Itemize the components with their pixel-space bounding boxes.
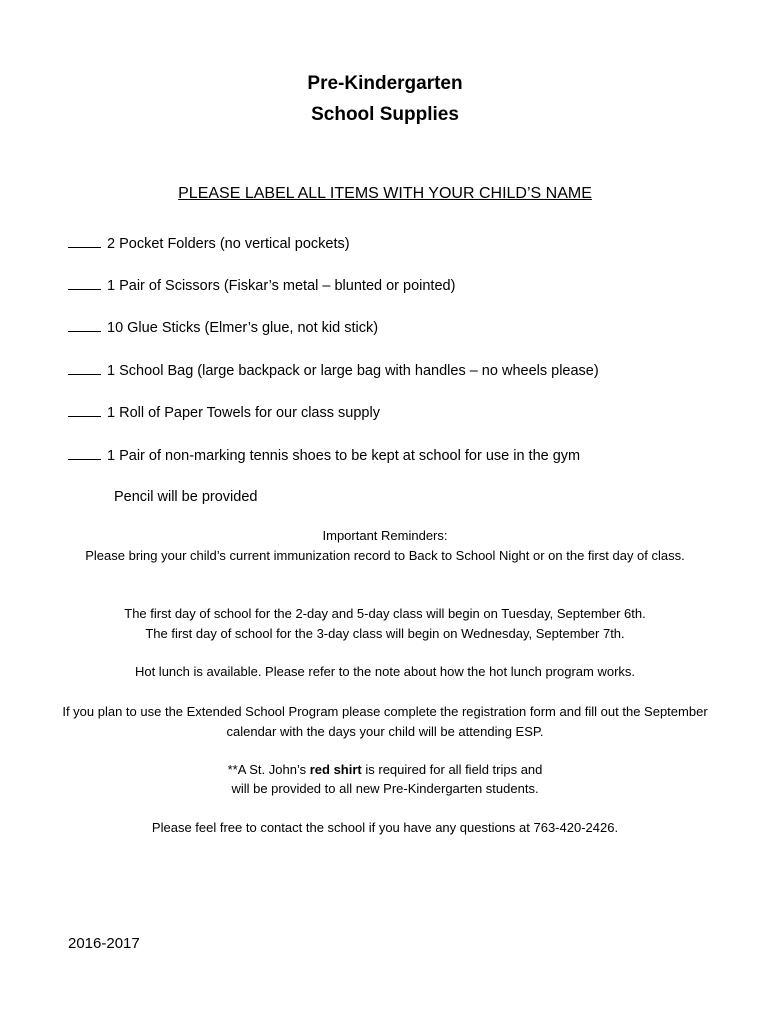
esp-reminder: If you plan to use the Extended School Program please complete the registration form and fill out the September calendar with the days your child will be attending ESP. [62, 704, 708, 739]
supply-item [68, 402, 380, 423]
supply-item [68, 317, 378, 338]
supply-item-text: 1 School Bag (large backpack or large bag with handles – no wheels please) [107, 363, 599, 379]
red-shirt-prefix: **A St. John’s [227, 762, 310, 777]
supply-item [68, 360, 599, 381]
checkbox-blank-line [68, 317, 101, 332]
checkbox-blank-line [68, 402, 101, 417]
supply-item-text: 1 Pair of non-marking tennis shoes to be kept at school for use in the gym [107, 448, 581, 464]
immunization-reminder: Please bring your child’s current immunization record to Back to School Night or on the first day of class. [85, 548, 685, 563]
supply-item [68, 445, 580, 466]
checkbox-blank-line [68, 275, 101, 290]
first-day-reminder: The first day of school for the 2-day and 5-day class will begin on Tuesday, September 6th. [124, 606, 646, 621]
red-shirt-emphasis: red shirt [309, 762, 362, 777]
supply-item [68, 233, 350, 254]
label-instruction-heading: PLEASE LABEL ALL ITEMS WITH YOUR CHILD’S NAME [178, 185, 592, 202]
red-shirt-suffix: is required for all field trips and [361, 762, 543, 777]
reminders-heading: Important Reminders: [322, 528, 448, 543]
supply-item-text: 10 Glue Sticks (Elmer’s glue, not kid stick) [107, 320, 379, 336]
supply-item-text: 1 Roll of Paper Towels for our class supply [107, 405, 380, 421]
page-title: Pre-Kindergarten [307, 73, 463, 94]
checkbox-blank-line [68, 233, 101, 248]
supply-item-text: 1 Pair of Scissors (Fiskar’s metal – blunted or pointed) [107, 278, 456, 294]
first-day-reminder: The first day of school for the 3-day class will begin on Wednesday, September 7th. [145, 626, 625, 641]
red-shirt-reminder [60, 760, 710, 780]
supply-item [68, 275, 455, 296]
page-subtitle: School Supplies [311, 104, 459, 125]
contact-reminder: Please feel free to contact the school if you have any questions at 763-420-2426. [151, 820, 619, 835]
checkbox-blank-line [68, 445, 101, 460]
pencil-note: Pencil will be provided [114, 489, 258, 505]
supply-item-text: 2 Pocket Folders (no vertical pockets) [107, 236, 350, 252]
checkbox-blank-line [68, 360, 101, 375]
school-year: 2016-2017 [68, 935, 140, 952]
hot-lunch-reminder: Hot lunch is available. Please refer to the note about how the hot lunch program works. [134, 664, 636, 679]
red-shirt-reminder-line2: will be provided to all new Pre-Kindergarten students. [231, 781, 539, 796]
